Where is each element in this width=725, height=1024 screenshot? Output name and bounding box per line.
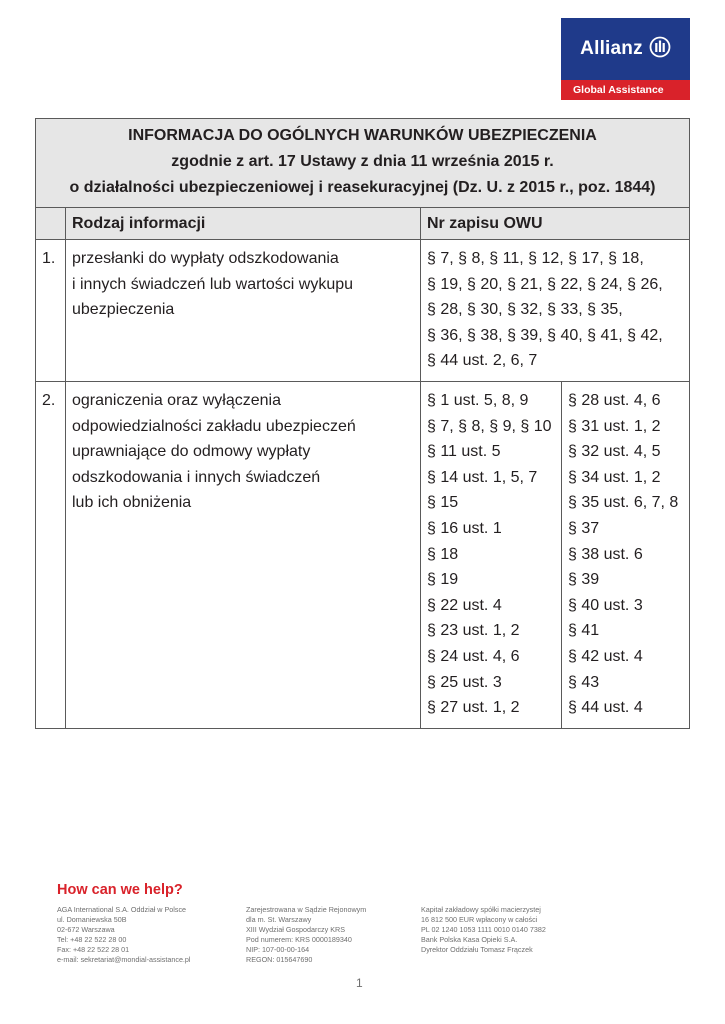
- reference-line: § 19: [427, 571, 459, 589]
- help-heading: How can we help?: [57, 882, 183, 898]
- reference-line: § 25 ust. 3: [427, 673, 502, 691]
- row-description: [66, 240, 421, 382]
- reference-line: § 44 ust. 4: [568, 699, 643, 717]
- row-description: [66, 381, 421, 728]
- column-header-row: [36, 208, 690, 240]
- reference-line: § 7, § 8, § 11, § 12, § 17, § 18,: [427, 250, 644, 267]
- table-row: [36, 240, 690, 382]
- reference-line: § 1 ust. 5, 8, 9: [427, 391, 529, 409]
- column-header-number: [36, 208, 66, 240]
- footer-line: Kapitał zakładowy spółki macierzystej: [421, 905, 541, 914]
- description-line: odpowiedzialności zakładu ubezpieczeń: [72, 417, 356, 435]
- title-line: o działalności ubezpieczeniowej i reasekuracyjnej (Dz. U. z 2015 r., poz. 1844): [69, 179, 656, 196]
- reference-line: § 19, § 20, § 21, § 22, § 24, § 26,: [427, 275, 663, 293]
- table-row: [36, 381, 690, 728]
- footer-capital-bank: [421, 905, 546, 955]
- footer-line: 02-672 Warszawa: [57, 925, 115, 934]
- reference-line: § 41: [568, 622, 600, 640]
- logo-brand-block: [561, 18, 690, 80]
- reference-line: § 36, § 38, § 39, § 40, § 41, § 42,: [427, 326, 663, 344]
- row-number: 1.: [36, 240, 66, 382]
- footer-line: NIP: 107-00-00-164: [246, 945, 310, 954]
- reference-line: § 34 ust. 1, 2: [568, 468, 661, 486]
- allianz-logo: [561, 18, 690, 100]
- footer-fax: Fax: +48 22 522 28 01: [57, 945, 130, 954]
- description-line: i innych świadczeń lub wartości wykupu: [72, 275, 354, 293]
- footer-line: REGON: 015647690: [246, 955, 313, 964]
- table-title-row: [36, 119, 690, 208]
- description-line: przesłanki do wypłaty odszkodowania: [72, 250, 339, 267]
- reference-line: § 11 ust. 5: [427, 443, 501, 461]
- reference-line: § 43: [568, 673, 600, 691]
- allianz-eagle-icon: [649, 36, 671, 63]
- reference-line: § 32 ust. 4, 5: [568, 443, 661, 461]
- footer-line: dla m. St. Warszawy: [246, 915, 312, 924]
- footer-line: Bank Polska Kasa Opieki S.A.: [421, 935, 518, 944]
- title-line: zgodnie z art. 17 Ustawy z dnia 11 września 2015 r.: [171, 153, 554, 170]
- row-number: 2.: [36, 381, 66, 728]
- reference-line: § 44 ust. 2, 6, 7: [427, 352, 538, 370]
- description-line: lub ich obniżenia: [72, 494, 192, 512]
- description-line: ubezpieczenia: [72, 301, 175, 319]
- footer-email-link[interactable]: e-mail: sekretariat@mondial-assistance.pl: [57, 955, 191, 964]
- reference-line: § 7, § 8, § 9, § 10: [427, 417, 552, 435]
- footer-line: AGA International S.A. Oddział w Polsce: [57, 905, 187, 914]
- reference-line: § 14 ust. 1, 5, 7: [427, 468, 538, 486]
- row-references: [421, 240, 690, 382]
- reference-line: § 31 ust. 1, 2: [568, 417, 661, 435]
- reference-line: § 42 ust. 4: [568, 647, 643, 665]
- reference-line: § 38 ust. 6: [568, 545, 643, 563]
- reference-line: § 28, § 30, § 32, § 33, § 35,: [427, 301, 623, 319]
- logo-brand-name: Allianz: [580, 38, 643, 59]
- footer-registration: [246, 905, 366, 965]
- column-header-ref: Nr zapisu OWU: [421, 208, 690, 240]
- reference-line: § 40 ust. 3: [568, 596, 643, 614]
- description-line: odszkodowania i innych świadczeń: [72, 468, 321, 486]
- reference-line: § 39: [568, 571, 600, 589]
- logo-subtitle: Global Assistance: [561, 80, 690, 100]
- reference-line: § 24 ust. 4, 6: [427, 647, 520, 665]
- reference-line: § 28 ust. 4, 6: [568, 391, 661, 409]
- table-title: [36, 119, 690, 208]
- reference-line: § 37: [568, 519, 600, 537]
- reference-line: § 18: [427, 545, 459, 563]
- description-line: uprawniające do odmowy wypłaty: [72, 443, 311, 461]
- footer-line: Dyrektor Oddziału Tomasz Frączek: [421, 945, 533, 954]
- footer-line: 16 812 500 EUR wpłacony w całości: [421, 915, 538, 924]
- footer-line: ul. Domaniewska 50B: [57, 915, 127, 924]
- reference-line: § 15: [427, 494, 459, 512]
- footer-line: PL 02 1240 1053 1111 0010 0140 7382: [421, 925, 546, 934]
- column-header-type: Rodzaj informacji: [66, 208, 421, 240]
- reference-line: § 22 ust. 4: [427, 596, 502, 614]
- footer-phone: Tel: +48 22 522 28 00: [57, 935, 127, 944]
- footer-line: Zarejestrowana w Sądzie Rejonowym: [246, 905, 367, 914]
- page-number: 1: [356, 976, 363, 990]
- footer-line: Pod numerem: KRS 0000189340: [246, 935, 352, 944]
- row-references-right: [562, 381, 690, 728]
- row-references-left: [421, 381, 562, 728]
- reference-line: § 27 ust. 1, 2: [427, 699, 520, 717]
- reference-line: § 23 ust. 1, 2: [427, 622, 520, 640]
- description-line: ograniczenia oraz wyłączenia: [72, 391, 281, 409]
- reference-line: § 16 ust. 1: [427, 519, 502, 537]
- title-line: INFORMACJA DO OGÓLNYCH WARUNKÓW UBEZPIECZENIA: [128, 127, 597, 144]
- footer-line: XIII Wydział Gospodarczy KRS: [246, 925, 345, 934]
- footer-company-address: [57, 905, 191, 965]
- owu-information-table: [35, 118, 690, 729]
- reference-line: § 35 ust. 6, 7, 8: [568, 494, 679, 512]
